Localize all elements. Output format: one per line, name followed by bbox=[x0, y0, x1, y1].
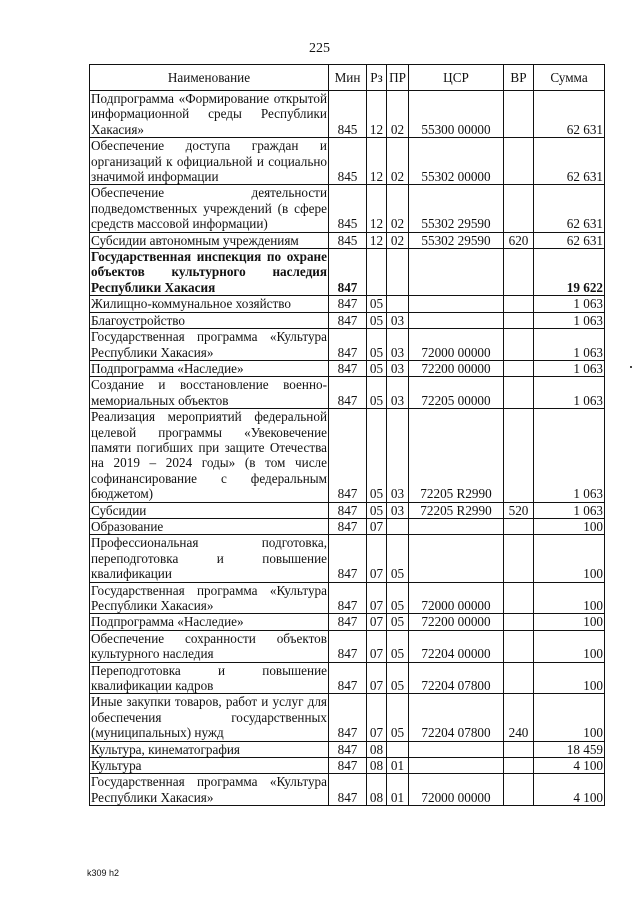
table-row bbox=[90, 360, 605, 376]
row-csr: 72205 R2990 bbox=[409, 502, 504, 518]
row-name: Субсидии автономным учреждениям bbox=[90, 232, 329, 248]
row-sum: 18 459 bbox=[534, 741, 605, 757]
row-csr: 72000 00000 bbox=[409, 582, 504, 614]
row-sum: 100 bbox=[534, 662, 605, 694]
row-name: Подпрограмма «Наследие» bbox=[90, 360, 329, 376]
row-csr: 55300 00000 bbox=[409, 91, 504, 138]
table-row bbox=[90, 409, 605, 502]
row-name: Иные закупки товаров, работ и услуг для обеспечения государственных (муниципальных) нужд bbox=[91, 694, 327, 741]
row-pr: 05 bbox=[387, 614, 409, 630]
row-csr: 72204 07800 bbox=[409, 694, 504, 741]
row-vr bbox=[504, 614, 534, 630]
row-min: 845 bbox=[329, 91, 367, 138]
table-header-row bbox=[90, 65, 605, 91]
row-rz: 05 bbox=[367, 409, 387, 502]
table-row bbox=[90, 518, 605, 534]
row-pr: 02 bbox=[387, 185, 409, 232]
row-name: Культура, кинематография bbox=[90, 741, 329, 757]
row-csr: 72205 R2990 bbox=[409, 409, 504, 502]
table-row bbox=[90, 138, 605, 185]
row-pr bbox=[387, 741, 409, 757]
row-vr bbox=[504, 758, 534, 774]
row-sum: 4 100 bbox=[534, 774, 605, 806]
row-vr bbox=[504, 582, 534, 614]
row-csr: 55302 29590 bbox=[409, 232, 504, 248]
row-name: Создание и восстановление военно-мемориальных объектов bbox=[91, 377, 327, 408]
row-name: Переподготовка и повышение квалификации кадров bbox=[91, 662, 327, 694]
row-pr: 02 bbox=[387, 232, 409, 248]
row-pr: 03 bbox=[387, 360, 409, 376]
row-vr bbox=[504, 360, 534, 376]
row-name: Государственная программа «Культура Республики Хакасия» bbox=[91, 774, 327, 805]
row-rz bbox=[367, 249, 387, 296]
row-name: Государственная программа «Культура Республики Хакасия» bbox=[91, 582, 327, 613]
row-csr bbox=[409, 518, 504, 534]
row-sum: 19 622 bbox=[534, 249, 605, 296]
row-vr bbox=[504, 409, 534, 502]
row-vr bbox=[504, 518, 534, 534]
row-vr bbox=[504, 329, 534, 361]
row-rz: 05 bbox=[367, 502, 387, 518]
row-min: 847 bbox=[329, 630, 367, 662]
row-pr: 05 bbox=[387, 582, 409, 614]
row-rz: 07 bbox=[367, 535, 387, 582]
row-vr bbox=[504, 296, 534, 312]
row-name: Культура bbox=[90, 758, 329, 774]
row-name: Субсидии bbox=[90, 502, 329, 518]
row-name: Подпрограмма «Формирование открытой информационной среды Республики Хакасия» bbox=[91, 91, 327, 137]
row-sum: 100 bbox=[534, 630, 605, 662]
table-row bbox=[90, 694, 605, 741]
row-min: 845 bbox=[329, 138, 367, 185]
row-rz: 12 bbox=[367, 91, 387, 138]
row-vr bbox=[504, 535, 534, 582]
row-sum: 1 063 bbox=[534, 409, 605, 502]
row-sum: 1 063 bbox=[534, 329, 605, 361]
row-sum: 62 631 bbox=[534, 91, 605, 138]
row-pr: 05 bbox=[387, 630, 409, 662]
row-min: 847 bbox=[329, 758, 367, 774]
table-row bbox=[90, 312, 605, 328]
row-sum: 1 063 bbox=[534, 312, 605, 328]
header-min: Мин bbox=[329, 65, 367, 91]
row-rz: 07 bbox=[367, 694, 387, 741]
row-rz: 07 bbox=[367, 518, 387, 534]
table-row bbox=[90, 185, 605, 232]
row-rz: 08 bbox=[367, 741, 387, 757]
row-vr bbox=[504, 185, 534, 232]
row-name: Профессиональная подготовка, переподготовка и повышение квалификации bbox=[91, 535, 327, 582]
row-min: 847 bbox=[329, 774, 367, 806]
row-vr bbox=[504, 774, 534, 806]
scan-speck bbox=[630, 366, 632, 368]
row-rz: 08 bbox=[367, 758, 387, 774]
table-row bbox=[90, 232, 605, 248]
row-sum: 100 bbox=[534, 518, 605, 534]
table-row bbox=[90, 614, 605, 630]
row-csr bbox=[409, 741, 504, 757]
footer-code: k309 h2 bbox=[87, 868, 120, 878]
row-sum: 100 bbox=[534, 535, 605, 582]
row-csr bbox=[409, 758, 504, 774]
row-min: 847 bbox=[329, 535, 367, 582]
row-csr bbox=[409, 249, 504, 296]
row-name: Обеспечение деятельности подведомственных учреждений (в сфере средств массовой информации) bbox=[91, 185, 327, 232]
row-pr bbox=[387, 249, 409, 296]
row-vr bbox=[504, 312, 534, 328]
row-vr: 520 bbox=[504, 502, 534, 518]
table-row bbox=[90, 741, 605, 757]
row-vr bbox=[504, 91, 534, 138]
row-min: 847 bbox=[329, 409, 367, 502]
row-csr: 72000 00000 bbox=[409, 329, 504, 361]
row-pr: 01 bbox=[387, 774, 409, 806]
row-rz: 07 bbox=[367, 630, 387, 662]
header-rz: Рз bbox=[367, 65, 387, 91]
table-row bbox=[90, 91, 605, 138]
row-min: 847 bbox=[329, 582, 367, 614]
row-pr: 03 bbox=[387, 329, 409, 361]
row-rz: 12 bbox=[367, 232, 387, 248]
row-rz: 12 bbox=[367, 185, 387, 232]
row-name: Обеспечение доступа граждан и организаций к официальной и социально значимой информации bbox=[91, 138, 327, 185]
header-name: Наименование bbox=[90, 65, 329, 91]
row-pr: 03 bbox=[387, 502, 409, 518]
row-min: 847 bbox=[329, 249, 367, 296]
header-sum: Сумма bbox=[534, 65, 605, 91]
row-csr: 72200 00000 bbox=[409, 360, 504, 376]
table-row bbox=[90, 758, 605, 774]
row-pr bbox=[387, 518, 409, 534]
row-pr bbox=[387, 296, 409, 312]
row-name: Подпрограмма «Наследие» bbox=[90, 614, 329, 630]
row-rz: 12 bbox=[367, 138, 387, 185]
table-row bbox=[90, 535, 605, 582]
table-row bbox=[90, 296, 605, 312]
row-pr: 05 bbox=[387, 694, 409, 741]
row-vr: 620 bbox=[504, 232, 534, 248]
row-min: 845 bbox=[329, 185, 367, 232]
row-rz: 05 bbox=[367, 377, 387, 409]
row-name: Государственная программа «Культура Республики Хакасия» bbox=[91, 329, 327, 360]
row-min: 847 bbox=[329, 694, 367, 741]
row-min: 847 bbox=[329, 360, 367, 376]
row-rz: 08 bbox=[367, 774, 387, 806]
row-min: 847 bbox=[329, 502, 367, 518]
row-min: 847 bbox=[329, 312, 367, 328]
row-sum: 1 063 bbox=[534, 502, 605, 518]
row-csr: 55302 00000 bbox=[409, 138, 504, 185]
row-rz: 05 bbox=[367, 296, 387, 312]
table-row bbox=[90, 582, 605, 614]
row-name: Реализация мероприятий федеральной целевой программы «Увековечение памяти погибших при защите Отечества на 2019 – 2024 годы» (в том числе софинансирование с федеральным бюджетом) bbox=[91, 409, 327, 502]
row-sum: 1 063 bbox=[534, 360, 605, 376]
row-sum: 4 100 bbox=[534, 758, 605, 774]
row-sum: 100 bbox=[534, 694, 605, 741]
row-vr: 240 bbox=[504, 694, 534, 741]
row-csr: 72200 00000 bbox=[409, 614, 504, 630]
row-min: 847 bbox=[329, 614, 367, 630]
row-pr: 03 bbox=[387, 377, 409, 409]
row-vr bbox=[504, 249, 534, 296]
table-row bbox=[90, 377, 605, 409]
table-row bbox=[90, 329, 605, 361]
row-min: 847 bbox=[329, 296, 367, 312]
row-pr: 03 bbox=[387, 409, 409, 502]
row-vr bbox=[504, 377, 534, 409]
row-csr: 72205 00000 bbox=[409, 377, 504, 409]
row-sum: 62 631 bbox=[534, 232, 605, 248]
row-rz: 05 bbox=[367, 360, 387, 376]
row-csr: 72204 00000 bbox=[409, 630, 504, 662]
header-csr: ЦСР bbox=[409, 65, 504, 91]
row-rz: 05 bbox=[367, 312, 387, 328]
row-pr: 02 bbox=[387, 138, 409, 185]
row-rz: 07 bbox=[367, 614, 387, 630]
row-min: 847 bbox=[329, 377, 367, 409]
row-min: 847 bbox=[329, 741, 367, 757]
table-row bbox=[90, 662, 605, 694]
row-sum: 1 063 bbox=[534, 377, 605, 409]
row-min: 847 bbox=[329, 329, 367, 361]
row-min: 845 bbox=[329, 232, 367, 248]
table-row bbox=[90, 630, 605, 662]
page-number: 225 bbox=[309, 41, 330, 56]
row-pr: 02 bbox=[387, 91, 409, 138]
budget-table bbox=[89, 64, 605, 806]
row-name: Жилищно-коммунальное хозяйство bbox=[90, 296, 329, 312]
row-min: 847 bbox=[329, 518, 367, 534]
row-name: Обеспечение сохранности объектов культурного наследия bbox=[91, 630, 327, 662]
row-csr bbox=[409, 296, 504, 312]
row-min: 847 bbox=[329, 662, 367, 694]
row-rz: 07 bbox=[367, 582, 387, 614]
row-name: Образование bbox=[90, 518, 329, 534]
header-vr: ВР bbox=[504, 65, 534, 91]
row-pr: 05 bbox=[387, 662, 409, 694]
table-row bbox=[90, 774, 605, 806]
table-row bbox=[90, 249, 605, 296]
row-sum: 62 631 bbox=[534, 138, 605, 185]
row-sum: 1 063 bbox=[534, 296, 605, 312]
row-sum: 100 bbox=[534, 582, 605, 614]
row-csr bbox=[409, 535, 504, 582]
row-sum: 62 631 bbox=[534, 185, 605, 232]
row-pr: 01 bbox=[387, 758, 409, 774]
row-csr bbox=[409, 312, 504, 328]
row-name: Государственная инспекция по охране объектов культурного наследия Республики Хакасия bbox=[91, 249, 327, 295]
row-vr bbox=[504, 138, 534, 185]
row-vr bbox=[504, 741, 534, 757]
row-csr: 55302 29590 bbox=[409, 185, 504, 232]
row-sum: 100 bbox=[534, 614, 605, 630]
row-csr: 72204 07800 bbox=[409, 662, 504, 694]
header-pr: ПР bbox=[387, 65, 409, 91]
table-row bbox=[90, 502, 605, 518]
row-pr: 03 bbox=[387, 312, 409, 328]
row-rz: 05 bbox=[367, 329, 387, 361]
row-csr: 72000 00000 bbox=[409, 774, 504, 806]
row-name: Благоустройство bbox=[90, 312, 329, 328]
row-vr bbox=[504, 662, 534, 694]
row-rz: 07 bbox=[367, 662, 387, 694]
row-vr bbox=[504, 630, 534, 662]
row-pr: 05 bbox=[387, 535, 409, 582]
